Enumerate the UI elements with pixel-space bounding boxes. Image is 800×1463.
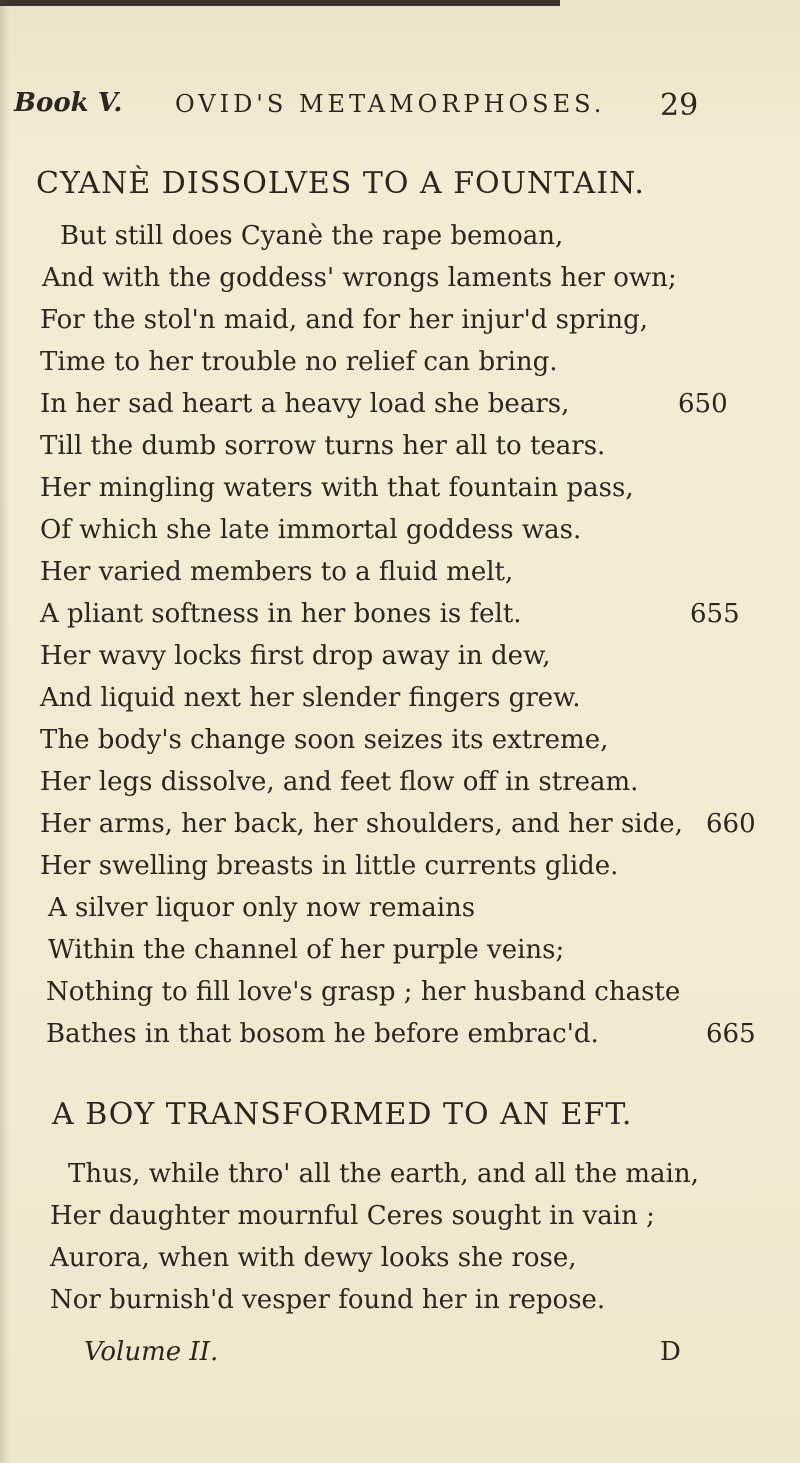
verse-line: Within the channel of her purple veins; <box>48 935 565 965</box>
work-title: OVID'S METAMORPHOSES. <box>175 90 606 118</box>
running-head <box>0 88 800 128</box>
verse-line: The body's change soon seizes its extreme, <box>40 725 609 755</box>
verse-line: Aurora, when with dewy looks she rose, <box>50 1243 577 1273</box>
verse-line: But still does Cyanè the rape bemoan, <box>60 221 564 251</box>
page-footer <box>0 1337 800 1377</box>
page-top-edge <box>0 0 560 6</box>
verse-line: And liquid next her slender fingers grew. <box>40 683 581 713</box>
section-heading-eft: A BOY TRANSFORMED TO AN EFT. <box>52 1097 633 1132</box>
verse-line: Nor burnish'd vesper found her in repose. <box>50 1285 606 1315</box>
verse-line: Her arms, her back, her shoulders, and her side, 660 <box>40 809 756 839</box>
verse-line: Of which she late immortal goddess was. <box>40 515 582 545</box>
verse-line: Time to her trouble no relief can bring. <box>40 347 558 377</box>
volume-signature: Volume II. <box>84 1337 219 1367</box>
verse-line: And with the goddess' wrongs laments her own; <box>42 263 677 293</box>
verse-line: Her legs dissolve, and feet flow off in stream. <box>40 767 639 797</box>
gathering-signature: D <box>660 1337 681 1367</box>
verse-line: A silver liquor only now remains <box>48 893 476 923</box>
verse-line: For the stol'n maid, and for her injur'd spring, <box>40 305 649 335</box>
verse-line: Her mingling waters with that fountain pass, <box>40 473 634 503</box>
book-label: Book V. <box>14 88 123 118</box>
section-heading-cyane: CYANÈ DISSOLVES TO A FOUNTAIN. <box>36 166 645 201</box>
verse-line: Her wavy locks first drop away in dew, <box>40 641 551 671</box>
verse-line: Her swelling breasts in little currents glide. <box>40 851 619 881</box>
verse-line: Till the dumb sorrow turns her all to tears. <box>40 431 606 461</box>
verse-line: In her sad heart a heavy load she bears, 650 <box>40 389 728 419</box>
verse-line: Her varied members to a fluid melt, <box>40 557 514 587</box>
verse-line: Bathes in that bosom he before embrac'd. 665 <box>46 1019 756 1049</box>
verse-line: Thus, while thro' all the earth, and all the main, <box>68 1159 699 1189</box>
verse-line: Nothing to fill love's grasp ; her husband chaste <box>46 977 681 1007</box>
verse-line: Her daughter mournful Ceres sought in vain ; <box>50 1201 655 1231</box>
verse-line: A pliant softness in her bones is felt. 655 <box>40 599 740 629</box>
page-number: 29 <box>660 88 699 123</box>
